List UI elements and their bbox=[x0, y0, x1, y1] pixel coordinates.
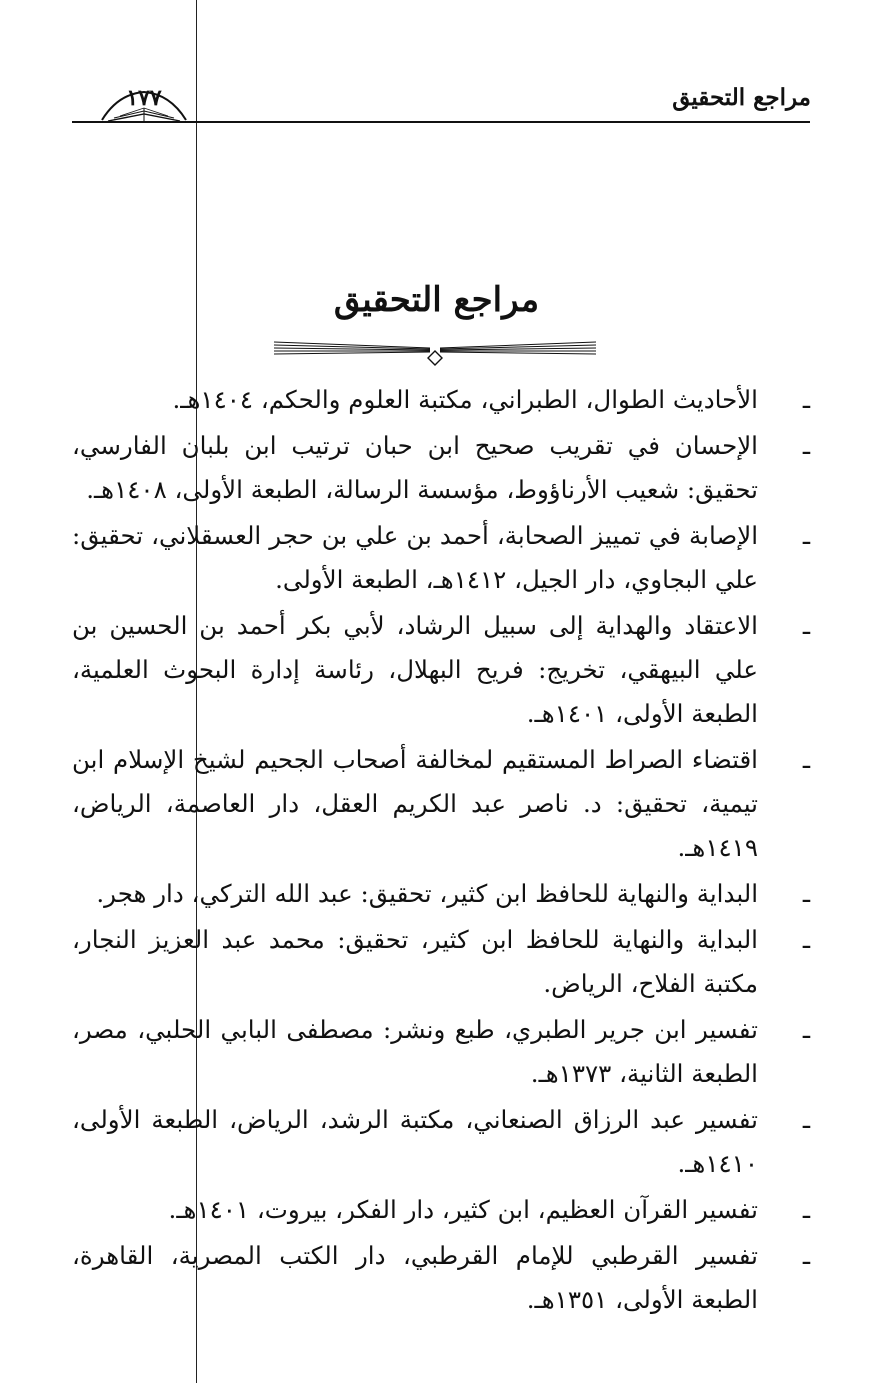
reference-text: تفسير عبد الرزاق الصنعاني، مكتبة الرشد، الرياض، الطبعة الأولى، ١٤١٠هـ. bbox=[72, 1105, 758, 1178]
title-divider-ornament-icon bbox=[270, 336, 600, 368]
entry-dash: ـ bbox=[802, 1195, 810, 1224]
reference-entry bbox=[72, 1008, 810, 1096]
entry-dash: ـ bbox=[802, 925, 810, 954]
reference-entry bbox=[72, 918, 810, 1006]
references-list bbox=[72, 378, 810, 1324]
entry-dash: ـ bbox=[802, 611, 810, 640]
reference-entry bbox=[72, 738, 810, 870]
reference-entry bbox=[72, 604, 810, 736]
reference-entry bbox=[72, 378, 810, 422]
entry-dash: ـ bbox=[802, 1241, 810, 1270]
entry-dash: ـ bbox=[802, 431, 810, 460]
reference-entry bbox=[72, 424, 810, 512]
entry-dash: ـ bbox=[802, 385, 810, 414]
running-title: مراجع التحقيق bbox=[672, 84, 811, 111]
entry-dash: ـ bbox=[802, 1105, 810, 1134]
reference-text: الاعتقاد والهداية إلى سبيل الرشاد، لأبي بكر أحمد بن الحسين بن علي البيهقي، تخريج: فريح البهلال، رئاسة إدارة البحوث العلمية، الطبعة الأولى، ١٤٠١هـ. bbox=[72, 611, 758, 728]
reference-text: البداية والنهاية للحافظ ابن كثير، تحقيق: محمد عبد العزيز النجار، مكتبة الفلاح، الرياض. bbox=[72, 925, 758, 998]
reference-text: الإحسان في تقريب صحيح ابن حبان ترتيب ابن بلبان الفارسي، تحقيق: شعيب الأرناؤوط، مؤسسة الرسالة، الطبعة الأولى، ١٤٠٨هـ. bbox=[72, 431, 758, 504]
reference-text: اقتضاء الصراط المستقيم لمخالفة أصحاب الجحيم لشيخ الإسلام ابن تيمية، تحقيق: د. ناصر عبد الكريم العقل، دار العاصمة، الرياض، ١٤١٩هـ. bbox=[72, 745, 758, 862]
reference-entry bbox=[72, 872, 810, 916]
entry-dash: ـ bbox=[802, 1015, 810, 1044]
reference-entry bbox=[72, 1188, 810, 1232]
reference-entry bbox=[72, 1234, 810, 1322]
entry-dash: ـ bbox=[802, 745, 810, 774]
reference-text: الأحاديث الطوال، الطبراني، مكتبة العلوم والحكم، ١٤٠٤هـ. bbox=[172, 385, 758, 414]
reference-text: تفسير القرآن العظيم، ابن كثير، دار الفكر، بيروت، ١٤٠١هـ. bbox=[168, 1195, 758, 1224]
page-number-badge bbox=[98, 84, 190, 124]
reference-text: الإصابة في تمييز الصحابة، أحمد بن علي بن حجر العسقلاني، تحقيق: علي البجاوي، دار الجيل، ١٤١٢هـ، الطبعة الأولى. bbox=[72, 521, 758, 594]
chapter-title: مراجع التحقيق bbox=[333, 280, 540, 320]
reference-text: تفسير ابن جرير الطبري، طبع ونشر: مصطفى البابي الحلبي، مصر، الطبعة الثانية، ١٣٧٣هـ. bbox=[72, 1015, 758, 1088]
reference-text: تفسير القرطبي للإمام القرطبي، دار الكتب المصرية، القاهرة، الطبعة الأولى، ١٣٥١هـ. bbox=[72, 1241, 758, 1314]
reference-text: البداية والنهاية للحافظ ابن كثير، تحقيق: عبد الله التركي، دار هجر. bbox=[96, 879, 758, 908]
header-rule bbox=[72, 121, 810, 123]
reference-entry bbox=[72, 1098, 810, 1186]
entry-dash: ـ bbox=[802, 879, 810, 908]
page-number: ١٧٧ bbox=[126, 85, 162, 111]
entry-dash: ـ bbox=[802, 521, 810, 550]
reference-entry bbox=[72, 514, 810, 602]
